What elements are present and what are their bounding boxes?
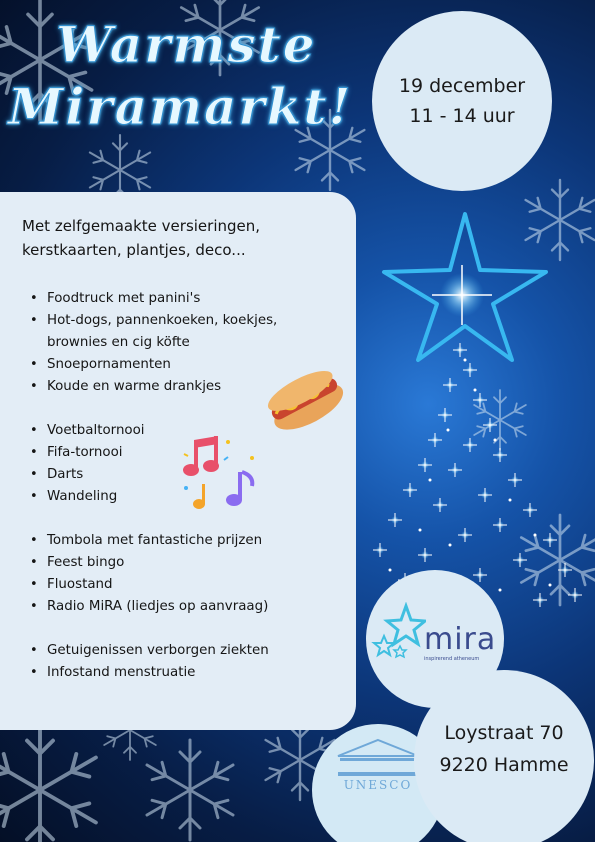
hotdog-icon [262,356,346,440]
sparkle-tree-graphic [350,200,595,620]
poster-title [8,14,368,138]
mira-wordmark: mira [424,622,497,657]
list-item: • Koude en warme drankjes [30,376,340,398]
fun-list [30,530,340,618]
event-time: 11 - 14 uur [409,105,515,127]
list-item: • Fifa-tornooi [30,442,340,464]
list-item: • Hot-dogs, pannenkoeken, koekjes, brownies en cig köfte [30,310,340,354]
unesco-wordmark: UNESCO [343,778,413,792]
list-item: • Getuigenissen verborgen ziekten [30,640,340,662]
mira-tagline: inspirerend atheneum [424,656,480,662]
list-item: • Wandeling [30,486,340,508]
list-item: • Darts [30,464,340,486]
intro-text: Met zelfgemaakte versieringen, kerstkaarten, plantjes, deco... [22,217,261,259]
list-item: • Radio MiRA (liedjes op aanvraag) [30,596,340,618]
list-item: • Feest bingo [30,552,340,574]
snowflake-icon [147,740,233,840]
snowflake-icon [0,725,96,842]
list-item: • Infostand menstruatie [30,662,340,684]
address-city: 9220 Hamme [439,754,569,776]
activities-panel [0,192,356,730]
event-date: 19 december [398,75,526,97]
sparkles [373,343,582,607]
list-item: • Snoepornamenten [30,354,340,376]
list-item: • Foodtruck met panini's [30,288,340,310]
title-line-2: Miramarkt! [8,77,353,136]
star-icon [384,214,546,360]
title-line-1: Warmste [56,15,317,74]
music-notes-icon [180,432,264,522]
list-item: • Tombola met fantastiche prijzen [30,530,340,552]
address-street: Loystraat 70 [444,722,564,744]
list-item: • Voetbaltornooi [30,420,340,442]
star-icon [370,602,426,662]
date-time-badge [372,11,552,191]
address-badge [414,670,594,842]
info-list [30,640,340,684]
unesco-temple-icon [334,738,422,778]
list-item: • Fluostand [30,574,340,596]
